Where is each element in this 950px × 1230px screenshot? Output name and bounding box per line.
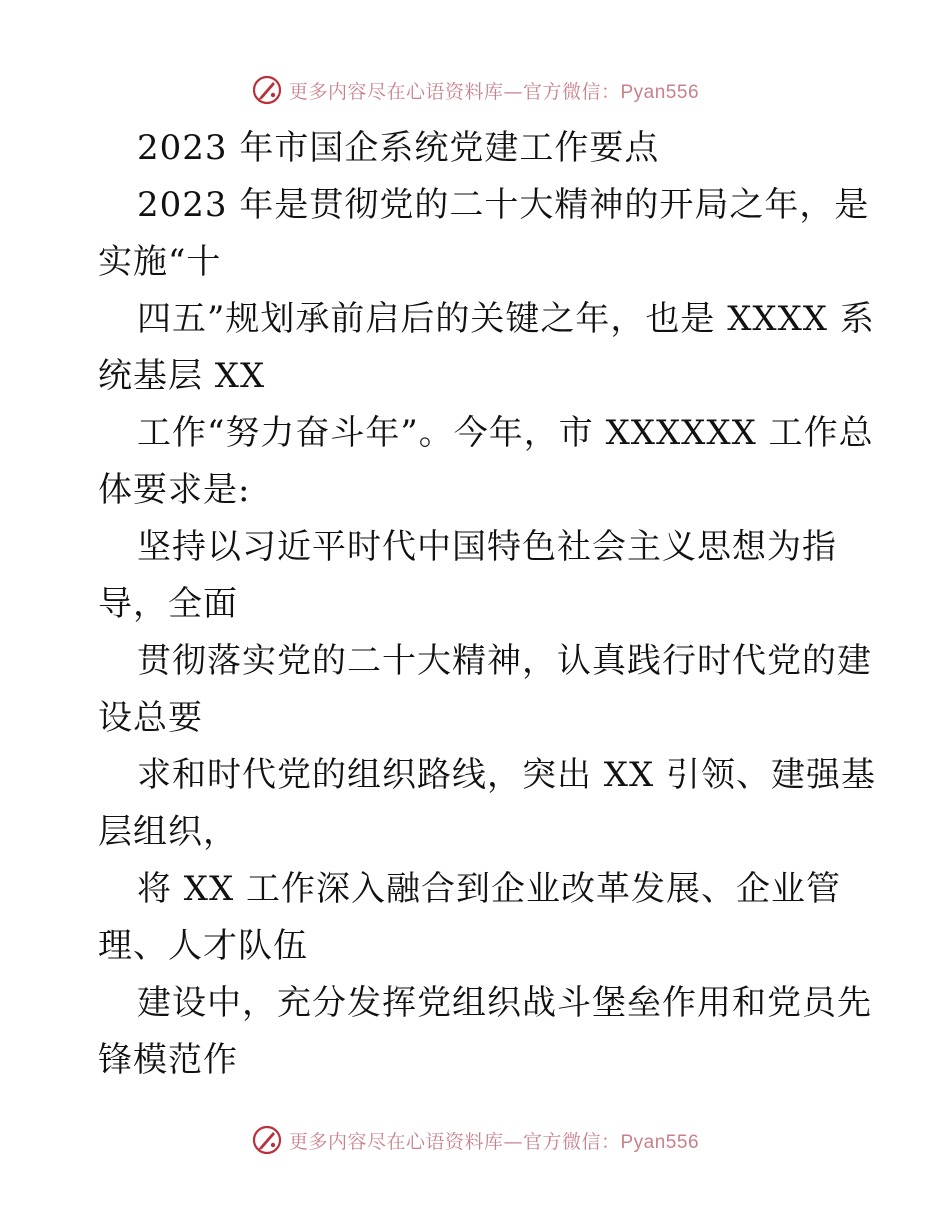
watermark-text: 更多内容尽在心语资料库—官方微信： <box>288 1130 621 1153</box>
paragraph-line: 工作“努力奋斗年”。今年，市 XXXXXX 工作总 <box>137 413 874 453</box>
paragraph-line: 理、人才队伍 <box>98 926 308 966</box>
paragraph-line: 体要求是: <box>98 470 251 510</box>
paragraph-line: 导，全面 <box>98 584 238 624</box>
paragraph-line: 建设中，充分发挥党组织战斗堡垒作用和党员先 <box>137 983 872 1023</box>
paragraph-line: 贯彻落实党的二十大精神，认真践行时代党的建 <box>137 641 872 681</box>
watermark-wechat-id: Pyan556 <box>620 1131 700 1153</box>
paragraph-line: 设总要 <box>98 698 203 738</box>
footer-watermark <box>0 1120 950 1160</box>
paragraph-line: 层组织， <box>98 812 238 852</box>
paragraph-line: 2023 年是贯彻党的二十大精神的开局之年，是 <box>137 185 870 225</box>
quill-logo-icon <box>251 1124 283 1156</box>
paragraph-line: 实施“十 <box>98 242 222 282</box>
paragraph-line: 坚持以习近平时代中国特色社会主义思想为指 <box>137 527 837 567</box>
paragraph-line: 统基层 XX <box>98 356 266 396</box>
paragraph-line: 将 XX 工作深入融合到企业改革发展、企业管 <box>137 869 842 909</box>
watermark-wechat-id: Pyan556 <box>620 81 700 103</box>
paragraph-line: 锋模范作 <box>98 1040 238 1080</box>
paragraph-line: 求和时代党的组织路线，突出 XX 引领、建强基 <box>137 755 877 795</box>
paragraph-line: 四五”规划承前启后的关键之年，也是 XXXX 系 <box>137 299 875 339</box>
document-title: 2023 年市国企系统党建工作要点 <box>137 128 660 168</box>
watermark-text: 更多内容尽在心语资料库—官方微信： <box>288 80 621 103</box>
